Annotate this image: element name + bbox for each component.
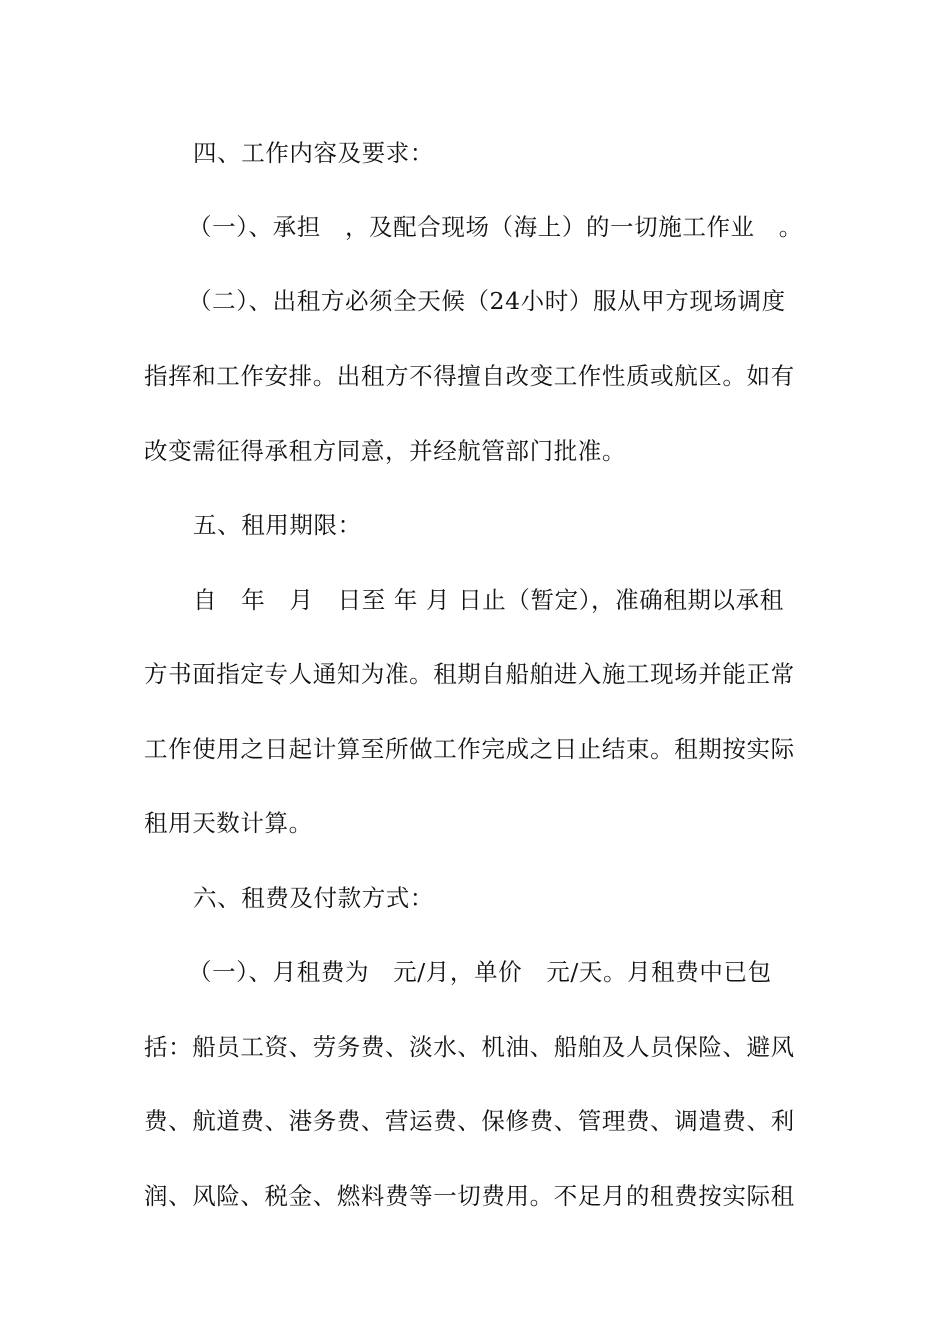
- paragraph-line: （一）、承担 ，及配合现场（海上）的一切施工作业 。: [188, 213, 803, 241]
- paragraph-line: （一）、月租费为 元/月，单价 元/天。月租费中已包: [188, 958, 772, 986]
- paragraph-line: （二）、出租方必须全天候（24小时）服从甲方现场调度: [188, 287, 786, 315]
- paragraph-line: 方书面指定专人通知为准。租期自船舶进入施工现场并能正常: [144, 660, 795, 688]
- paragraph-line: 租用天数计算。: [144, 809, 313, 837]
- paragraph-line: 费、航道费、港务费、营运费、保修费、管理费、调遣费、利: [144, 1107, 795, 1135]
- section-heading-work-content: 四、工作内容及要求：: [193, 139, 434, 167]
- paragraph-line: 改变需征得承租方同意，并经航管部门批准。: [144, 437, 626, 465]
- paragraph-line: 括：船员工资、劳务费、淡水、机油、船舶及人员保险、避风: [144, 1033, 795, 1061]
- section-heading-lease-term: 五、租用期限：: [193, 511, 362, 539]
- section-heading-rent-payment: 六、租费及付款方式：: [193, 884, 434, 912]
- paragraph-line: 润、风险、税金、燃料费等一切费用。不足月的租费按实际租: [144, 1182, 795, 1210]
- paragraph-line: 工作使用之日起计算至所做工作完成之日止结束。租期按实际: [144, 735, 795, 763]
- paragraph-line: 指挥和工作安排。出租方不得擅自改变工作性质或航区。如有: [144, 362, 795, 390]
- paragraph-line: 自 年 月 日至 年 月 日止（暂定），准确租期以承租: [193, 586, 784, 614]
